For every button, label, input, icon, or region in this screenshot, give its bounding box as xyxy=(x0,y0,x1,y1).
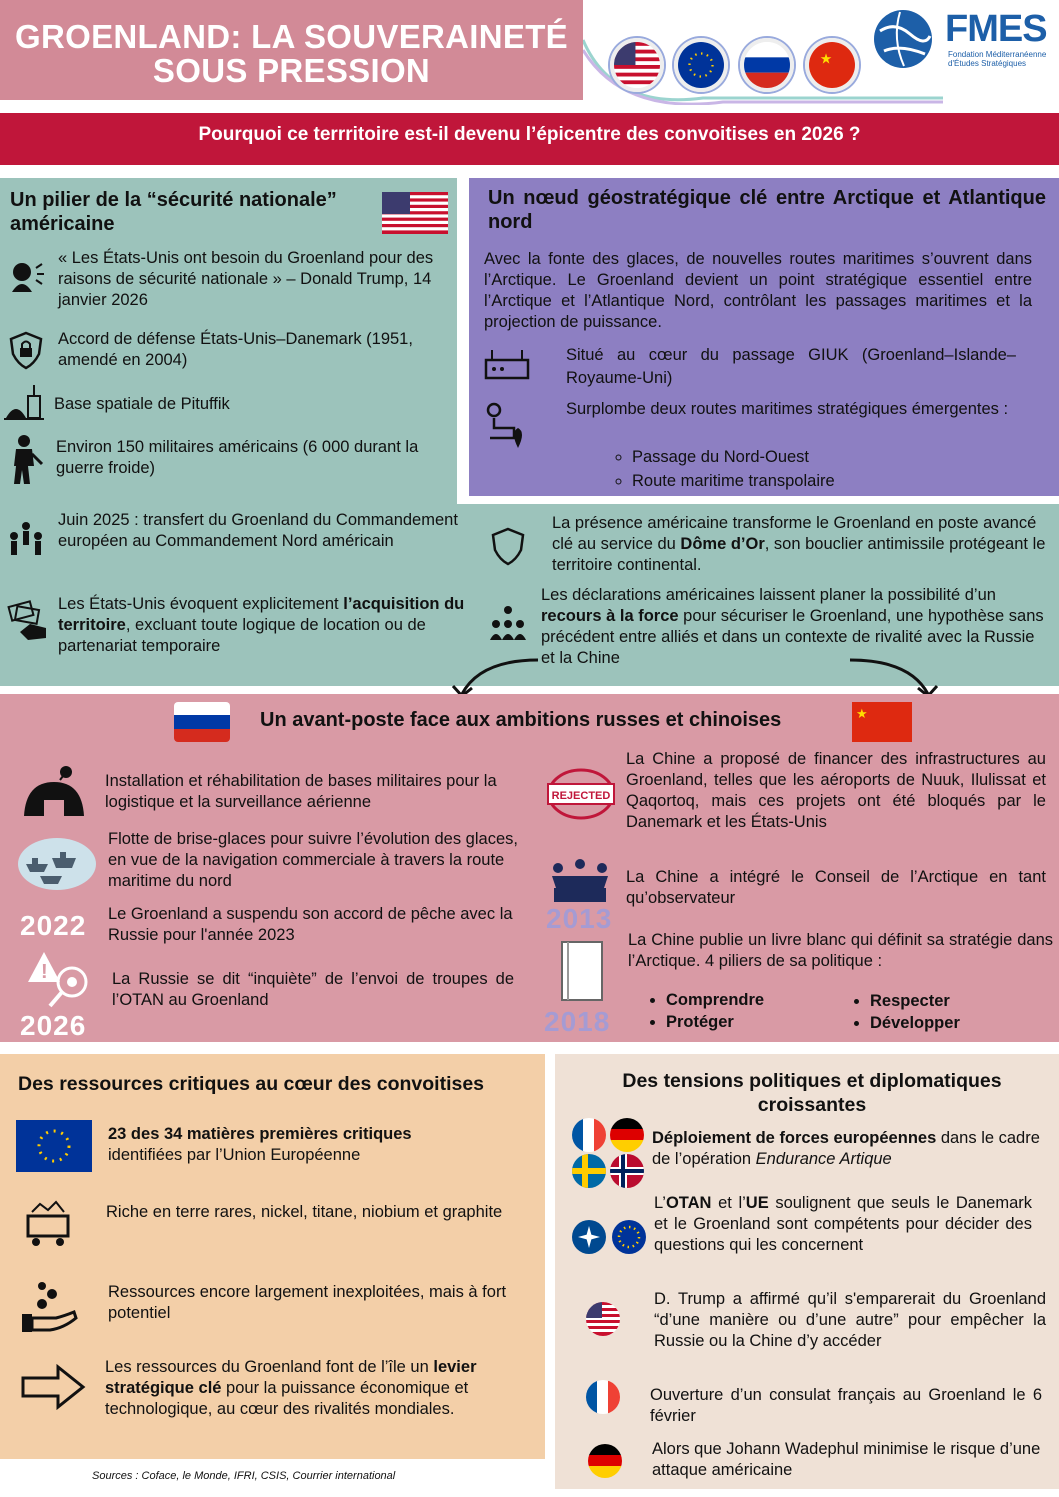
pillar-proteger: • Protéger xyxy=(666,1011,764,1033)
rejected-stamp-icon xyxy=(546,766,616,822)
us-flag-icon xyxy=(586,1302,620,1336)
us-section-title: Un pilier de la “sécurité nationale” américaine xyxy=(10,189,337,235)
china-flag-icon xyxy=(852,702,912,742)
russia-flag-icon xyxy=(740,38,794,92)
title-line-2: SOUS PRESSION xyxy=(152,52,431,89)
mining-cart-icon xyxy=(22,1198,74,1250)
sources: Sources : Coface, le Monde, IFRI, CSIS, Courrier international xyxy=(92,1470,396,1482)
money-hand-icon xyxy=(6,598,50,642)
germany-flag-icon xyxy=(588,1444,622,1478)
tensions-item-european-forces: Déploiement de forces européennes dans le cadre de l’opération Endurance Artique xyxy=(652,1129,1040,1168)
russia-item-nato: La Russie se dit “inquiète” de l’envoi de troupes de l’OTAN au Groenland xyxy=(112,970,514,1009)
china-item-council: La Chine a intégré le Conseil de l’Arctique en tant qu’observateur xyxy=(626,868,1046,907)
france-flag-icon xyxy=(572,1118,606,1152)
us-flag-icon xyxy=(382,192,448,234)
rejected-stamp-text: REJECTED xyxy=(551,790,611,802)
china-item-infrastructure: La Chine a proposé de financer des infrastructures au Groenland, telles que les aéroports de Nuuk, Ilulissat et Qaqortoq, mais ces projets ont été bloqués par le Danemark et les États-Unis xyxy=(626,750,1046,831)
eu-flag-icon xyxy=(16,1120,92,1172)
icebreakers-image xyxy=(18,838,96,890)
command-people-icon xyxy=(6,518,46,558)
france-flag-icon xyxy=(586,1380,620,1414)
germany-flag-icon xyxy=(610,1118,644,1152)
china-flag-icon xyxy=(805,38,859,92)
year-2013: 2013 xyxy=(546,903,613,934)
tensions-item-nato-eu: L’OTAN et l’UE soulignent que seuls le Danemark et le Groenland sont compétents pour décider des questions qui les concernent xyxy=(654,1194,1033,1254)
base-building-icon xyxy=(4,382,44,422)
arctic-item-routes: Surplombe deux routes maritimes stratégiques émergentes : xyxy=(566,400,1009,418)
us-item-force: Les déclarations américaines laissent planer la possibilité d’un recours à la force pour sécuriser le Groenland, une hypothèse sans précédent entre alliés et dans un contexte de rivalité avec la Russie et la Chine xyxy=(541,586,1044,667)
route-pin-icon xyxy=(484,402,524,452)
arctic-intro: Avec la fonte des glaces, de nouvelles routes maritimes s’ouvrent dans l’Arctique. Le Groenland devient un point stratégique essentiel entre l’Arctique et l’Atlantique Nord, contrôlant les passages maritimes et la projection de puissance. xyxy=(484,250,1032,331)
us-item-golden-dome: La présence américaine transforme le Groenland en poste avancé clé au service du Dôme d’Or, son bouclier antimissile protégeant le territoire continental. xyxy=(552,514,1046,574)
year-2018: 2018 xyxy=(544,1006,611,1037)
resources-item-critical: 23 des 34 matières premières critiques identifiées par l’Union Européenne xyxy=(108,1125,412,1164)
title-line-1: GROENLAND: LA SOUVERAINETÉ xyxy=(15,18,568,55)
svg-text:★: ★ xyxy=(856,706,868,721)
pillar-comprendre: • Comprendre xyxy=(666,989,764,1011)
logo-subtext: Fondation Méditerranéenne d'Études Stratégiques xyxy=(948,50,1047,68)
council-table-icon xyxy=(546,858,614,904)
resources-hand-icon xyxy=(20,1276,78,1336)
arrow-right-icon xyxy=(20,1364,86,1410)
russia-flag-icon xyxy=(174,702,230,742)
us-item-command: Juin 2025 : transfert du Groenland du Commandement européen au Commandement Nord américain xyxy=(58,511,458,550)
pillar-developper: • Développer xyxy=(870,1012,960,1034)
arctic-section-title: Un nœud géostratégique clé entre Arctique et Atlantique nord xyxy=(488,187,1046,233)
route-transpolar: ◦ Route maritime transpolaire xyxy=(632,469,835,493)
router-icon xyxy=(482,346,532,386)
tensions-item-wadephul: Alors que Johann Wadephul minimise le risque d’une attaque américaine xyxy=(652,1440,1041,1479)
resources-item-untapped: Ressources encore largement inexploitées, mais à fort potentiel xyxy=(108,1283,507,1322)
norway-flag-icon xyxy=(610,1154,644,1188)
resources-item-lever: Les ressources du Groenland font de l’île un levier stratégique clé pour la puissance économique et technologique, au cœur des rivalités mondiales. xyxy=(105,1358,477,1418)
us-item-quote: « Les États-Unis ont besoin du Groenland pour des raisons de sécurité nationale » – Donald Trump, 14 janvier 2026 xyxy=(58,249,434,309)
warning-eye-icon xyxy=(26,950,96,1010)
shield-lock-icon xyxy=(6,330,46,370)
russia-item-icebreakers: Flotte de brise-glaces pour suivre l’évolution des glaces, en vue de la navigation commerciale à travers la route maritime du nord xyxy=(108,830,518,890)
globe-logo-icon xyxy=(870,6,940,72)
sweden-flag-icon xyxy=(572,1154,606,1188)
speaker-icon xyxy=(6,258,46,298)
us-item-base: Base spatiale de Pituffik xyxy=(54,395,230,413)
nato-flag-icon xyxy=(572,1220,606,1254)
logo-text: FMES xyxy=(945,8,1047,50)
white-book-icon xyxy=(556,938,606,1006)
russia-china-title: Un avant-poste face aux ambitions russes et chinoises xyxy=(260,709,782,731)
radar-dome-icon xyxy=(20,764,90,820)
year-2022: 2022 xyxy=(20,910,87,941)
us-item-troops: Environ 150 militaires américains (6 000 durant la guerre froide) xyxy=(56,438,419,477)
year-2026: 2026 xyxy=(20,1010,87,1041)
route-northwest: ◦ Passage du Nord-Ouest xyxy=(632,445,835,469)
arctic-routes-list xyxy=(632,445,835,493)
pillars-list-left xyxy=(666,989,764,1033)
subtitle-bar: Pourquoi ce terrritoire est-il devenu l’épicentre des convoitises en 2026 ? xyxy=(0,113,1059,165)
soldier-icon xyxy=(6,434,46,486)
page-title xyxy=(0,0,583,100)
eu-flag-icon xyxy=(674,38,728,92)
svg-text:!: ! xyxy=(41,961,48,983)
conflict-group-icon xyxy=(488,602,528,642)
arctic-item-giuk: Situé au cœur du passage GIUK (Groenland–Islande–Royaume-Uni) xyxy=(566,346,1016,387)
svg-text:★: ★ xyxy=(819,51,833,67)
us-item-defense: Accord de défense États-Unis–Danemark (1951, amendé en 2004) xyxy=(58,330,413,369)
tensions-item-trump: D. Trump a affirmé qu’il s'emparerait du Groenland “d’une manière ou d’une autre” pour empêcher la Russie ou la Chine d’y accéder xyxy=(654,1290,1046,1350)
tensions-title: Des tensions politiques et diplomatiques croissantes xyxy=(622,1070,1002,1116)
shield-icon xyxy=(488,526,528,566)
pillars-list-right xyxy=(870,990,960,1034)
us-flag-icon xyxy=(610,38,664,92)
resources-item-minerals: Riche en terre rares, nickel, titane, niobium et graphite xyxy=(106,1203,503,1221)
resources-title: Des ressources critiques au cœur des convoitises xyxy=(18,1073,485,1095)
us-item-acquisition: Les États-Unis évoquent explicitement l’acquisition du territoire, excluant toute logique de location ou de partenariat temporaire xyxy=(58,595,465,655)
eu-flag-icon xyxy=(612,1220,646,1254)
china-item-whitebook: La Chine publie un livre blanc qui définit sa stratégie dans l’Arctique. 4 piliers de sa politique : xyxy=(628,931,1053,970)
pillar-respecter: • Respecter xyxy=(870,990,960,1012)
russia-item-fishing: Le Groenland a suspendu son accord de pêche avec la Russie pour l'année 2023 xyxy=(108,905,513,944)
tensions-item-consulate: Ouverture d’un consulat français au Groenland le 6 février xyxy=(650,1386,1042,1425)
russia-item-bases: Installation et réhabilitation de bases militaires pour la logistique et la surveillance aérienne xyxy=(105,772,497,811)
